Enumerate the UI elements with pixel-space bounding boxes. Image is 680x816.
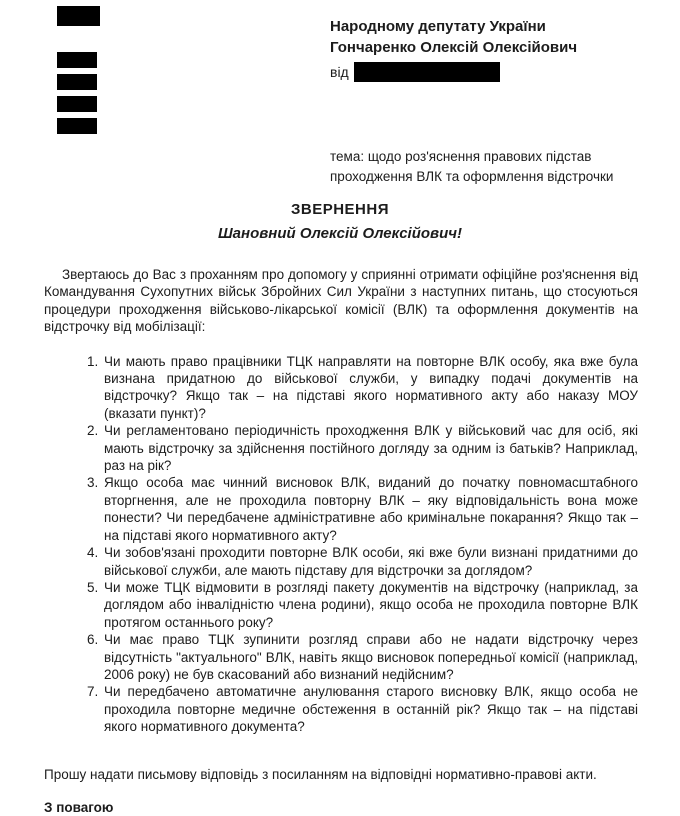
recipient-block (330, 16, 577, 54)
subject-line2: проходження ВЛК та оформлення відстрочки (330, 169, 614, 184)
question-item: 5. Чи може ТЦК відмовити в розгляді пакету документів на відстрочку (наприклад, за доглядом або інвалідністю члена родини), якщо особа не проходила повторне ВЛК протягом останнього року? (102, 579, 638, 631)
salutation: Шановний Олексій Олексійович! (218, 225, 462, 242)
redaction-box (57, 118, 97, 134)
redaction-box (57, 74, 97, 90)
question-item: 7. Чи передбачено автоматичне анулювання старого висновку ВЛК, якщо особа не проходила повторне медичне обстеження в останній рік? Якщо так – на підставі якого нормативного документа? (102, 683, 638, 735)
signoff: З повагою (44, 799, 114, 815)
intro-paragraph: Звертаюсь до Вас з проханням про допомогу у сприянні отримати офіційне роз'яснення від Командування Сухопутних військ Збройних Сил України з наступних питань, що стосуються процедури проходження військово-лікарської комісії (ВЛК) та оформлення документів на відстрочку від мобілізації: (44, 267, 638, 335)
question-item: 6. Чи має право ТЦК зупинити розгляд справи або не надати відстрочку через відсутність "актуального" ВЛК, навіть якщо висновок попередньої комісії (наприклад, 2006 року) не був скасований або визнаний недійсним? (102, 631, 638, 683)
document-title: ЗВЕРНЕННЯ (290, 201, 390, 218)
redaction-box (354, 62, 500, 82)
redaction-box (57, 6, 100, 26)
redaction-box (57, 96, 97, 112)
document-body (44, 266, 638, 816)
questions-list (44, 353, 638, 736)
from-label: від (330, 64, 349, 80)
question-item: 4. Чи зобов'язані проходити повторне ВЛК особи, які вже були визнані придатними до військової служби, але мають підставу для відстрочки за доглядом? (102, 544, 638, 579)
closing-paragraph: Прошу надати письмову відповідь з посиланням на відповідні нормативно-правові акти. (44, 766, 597, 782)
recipient-line1: Народному депутату України (330, 18, 546, 35)
question-item: 3. Якщо особа має чинний висновок ВЛК, виданий до початку повномасштабного вторгнення, але не проходила повторну ВЛК – яку відповідальність вона може понести? Чи передбачене адміністративне або кримінальне покарання? Якщо так – на підставі якого нормативного акту? (102, 474, 638, 544)
question-item: 2. Чи регламентовано періодичність проходження ВЛК у військовий час для осіб, які мають відстрочку за здійснення постійного догляду за одним із батьків? Наприклад, раз на рік? (102, 422, 638, 474)
subject-block (330, 147, 613, 187)
question-item: 1. Чи мають право працівники ТЦК направляти на повторне ВЛК особу, яка вже була визнана придатною до військової служби, у випадку подачі документів на відстрочку? Якщо так – на підставі якого нормативного акту або наказу МОУ (вказати пункт)? (102, 353, 638, 423)
redaction-box (57, 52, 97, 68)
recipient-line2: Гончаренко Олексій Олексійович (330, 39, 578, 56)
subject-line1: тема: щодо роз'яснення правових підстав (330, 149, 592, 164)
from-line (330, 62, 500, 82)
